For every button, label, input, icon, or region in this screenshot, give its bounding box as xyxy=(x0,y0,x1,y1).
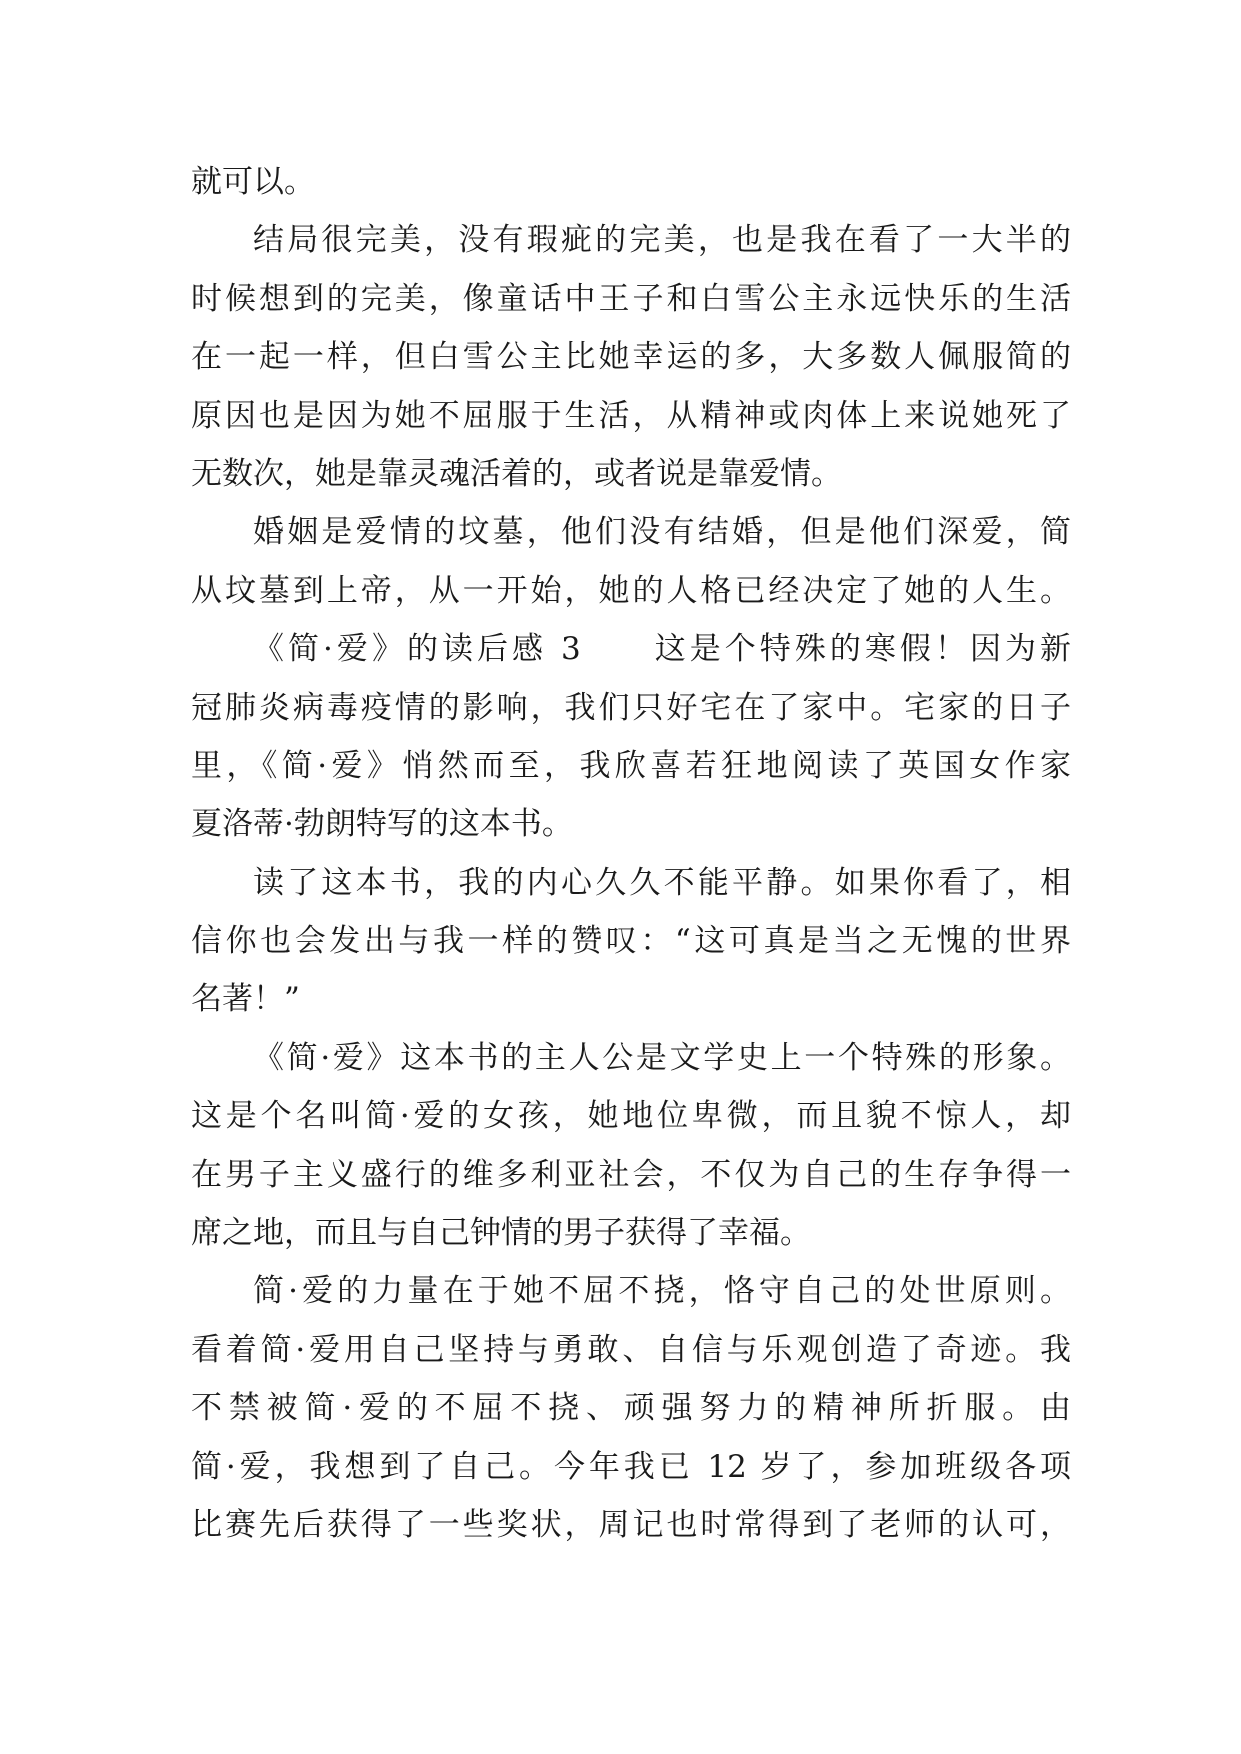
text-line: 在男子主义盛行的维多利亚社会，不仅为自己的生存争得一 xyxy=(191,1156,1071,1193)
text-line: 简·爱的力量在于她不屈不挠，恪守自己的处世原则。 xyxy=(253,1273,1071,1310)
text-line: 信你也会发出与我一样的赞叹：“这可真是当之无愧的世界 xyxy=(191,923,1071,960)
text-line: 无数次，她是靠灵魂活着的，或者说是靠爱情。 xyxy=(191,455,842,492)
text-line: 这是个名叫简·爱的女孩，她地位卑微，而且貌不惊人，却 xyxy=(191,1098,1071,1135)
text-line: 从坟墓到上帝，从一开始，她的人格已经决定了她的人生。 xyxy=(191,572,1071,609)
essay-body xyxy=(191,153,1071,1554)
text-line: 读了这本书，我的内心久久不能平静。如果你看了，相 xyxy=(253,864,1071,901)
text-line: 比赛先后获得了一些奖状，周记也时常得到了老师的认可， xyxy=(191,1506,1071,1543)
text-line: 婚姻是爱情的坟墓，他们没有结婚，但是他们深爱，简 xyxy=(253,514,1071,551)
text-line: 在一起一样，但白雪公主比她幸运的多，大多数人佩服简的 xyxy=(191,339,1071,376)
text-line: 时候想到的完美，像童话中王子和白雪公主永远快乐的生活 xyxy=(191,280,1071,317)
text-line: 席之地，而且与自己钟情的男子获得了幸福。 xyxy=(191,1215,811,1252)
text-line: 《简·爱》这本书的主人公是文学史上一个特殊的形象。 xyxy=(253,1039,1071,1076)
text-line: 原因也是因为她不屈服于生活，从精神或肉体上来说她死了 xyxy=(191,397,1071,434)
text-line: 里，《简·爱》悄然而至，我欣喜若狂地阅读了英国女作家 xyxy=(191,747,1071,784)
text-line: 就可以。 xyxy=(191,164,315,200)
text-line: 名著！” xyxy=(191,981,300,1018)
text-line: 看着简·爱用自己坚持与勇敢、自信与乐观创造了奇迹。我 xyxy=(191,1331,1071,1368)
text-line: 不禁被简·爱的不屈不挠、顽强努力的精神所折服。由 xyxy=(191,1390,1071,1427)
text-line: 《简·爱》的读后感 3 这是个特殊的寒假！因为新 xyxy=(253,631,1071,668)
text-line: 冠肺炎病毒疫情的影响，我们只好宅在了家中。宅家的日子 xyxy=(191,689,1071,726)
text-line: 夏洛蒂·勃朗特写的这本书。 xyxy=(191,806,573,843)
text-line: 结局很完美，没有瑕疵的完美，也是我在看了一大半的 xyxy=(253,222,1071,259)
text-line: 简·爱，我想到了自己。今年我已 12 岁了，参加班级各项 xyxy=(191,1448,1071,1485)
